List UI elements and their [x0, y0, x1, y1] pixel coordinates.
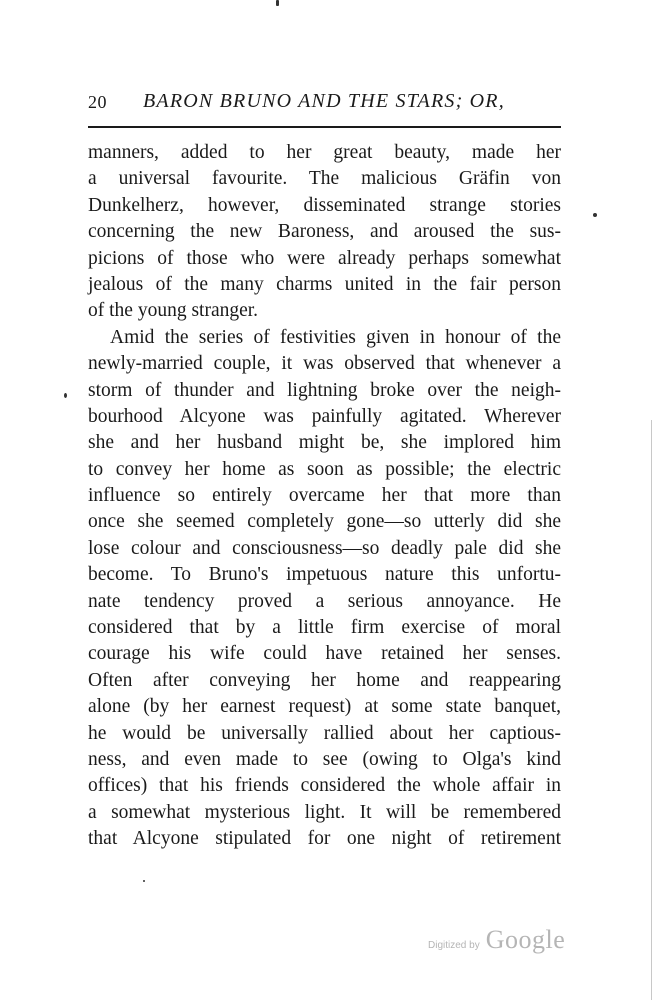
text-line: bourhood Alcyone was painfully agitated. Wherever — [88, 405, 561, 427]
body-text — [88, 140, 561, 853]
page-header — [88, 90, 561, 118]
watermark-prefix: Digitized by — [428, 940, 480, 951]
text-line: manners, added to her great beauty, made her — [88, 142, 561, 163]
text-line: a universal favourite. The malicious Gräfin von — [88, 168, 561, 190]
text-line: that Alcyone stipulated for one night of retirement — [88, 828, 561, 850]
text-line: Often after conveying her home and reappearing — [88, 669, 561, 691]
speck-top — [276, 0, 279, 6]
digitized-watermark — [428, 925, 565, 955]
speck-bottom — [143, 880, 145, 882]
text-line: alone (by her earnest request) at some state banquet, — [88, 696, 561, 718]
text-line: courage his wife could have retained her senses. — [88, 643, 561, 665]
text-line: Dunkelherz, however, disseminated strange stories — [88, 194, 561, 216]
speck-left — [64, 393, 67, 398]
text-line: to convey her home as soon as possible; the electric — [88, 458, 561, 480]
text-line: of the young stranger. — [88, 300, 259, 322]
text-line: once she seemed completely gone—so utterly did she — [88, 511, 561, 533]
text-line: concerning the new Baroness, and aroused the sus- — [88, 221, 561, 243]
text-line: become. To Bruno's impetuous nature this unfortu- — [88, 564, 561, 586]
paragraph-start-line: Amid the series of festivities given in honour of the — [110, 326, 561, 348]
watermark-logo: Google — [485, 925, 566, 954]
text-line: storm of thunder and lightning broke over the neigh- — [88, 379, 561, 401]
text-line: offices) that his friends considered the whole affair in — [88, 775, 561, 797]
text-line: considered that by a little firm exercise of moral — [88, 617, 561, 639]
text-line: picions of those who were already perhaps somewhat — [88, 247, 561, 269]
text-line: a somewhat mysterious light. It will be remembered — [88, 801, 561, 823]
text-line: she and her husband might be, she implored him — [88, 432, 561, 454]
text-line: ness, and even made to see (owing to Olga's kind — [88, 748, 561, 770]
text-line: lose colour and consciousness—so deadly pale did she — [88, 537, 561, 559]
text-line: influence so entirely overcame her that more than — [88, 485, 561, 507]
page-number: 20 — [88, 92, 107, 112]
text-line: nate tendency proved a serious annoyance. He — [88, 590, 561, 612]
text-line: newly-married couple, it was observed that whenever a — [88, 353, 561, 375]
text-line: jealous of the many charms united in the fair person — [88, 273, 561, 295]
header-rule — [88, 126, 561, 128]
page-edge-shadow — [651, 420, 652, 1000]
text-line: he would be universally rallied about her captious- — [88, 722, 561, 744]
running-title: BARON BRUNO AND THE STARS; OR, — [143, 90, 505, 112]
speck-right — [593, 213, 597, 217]
